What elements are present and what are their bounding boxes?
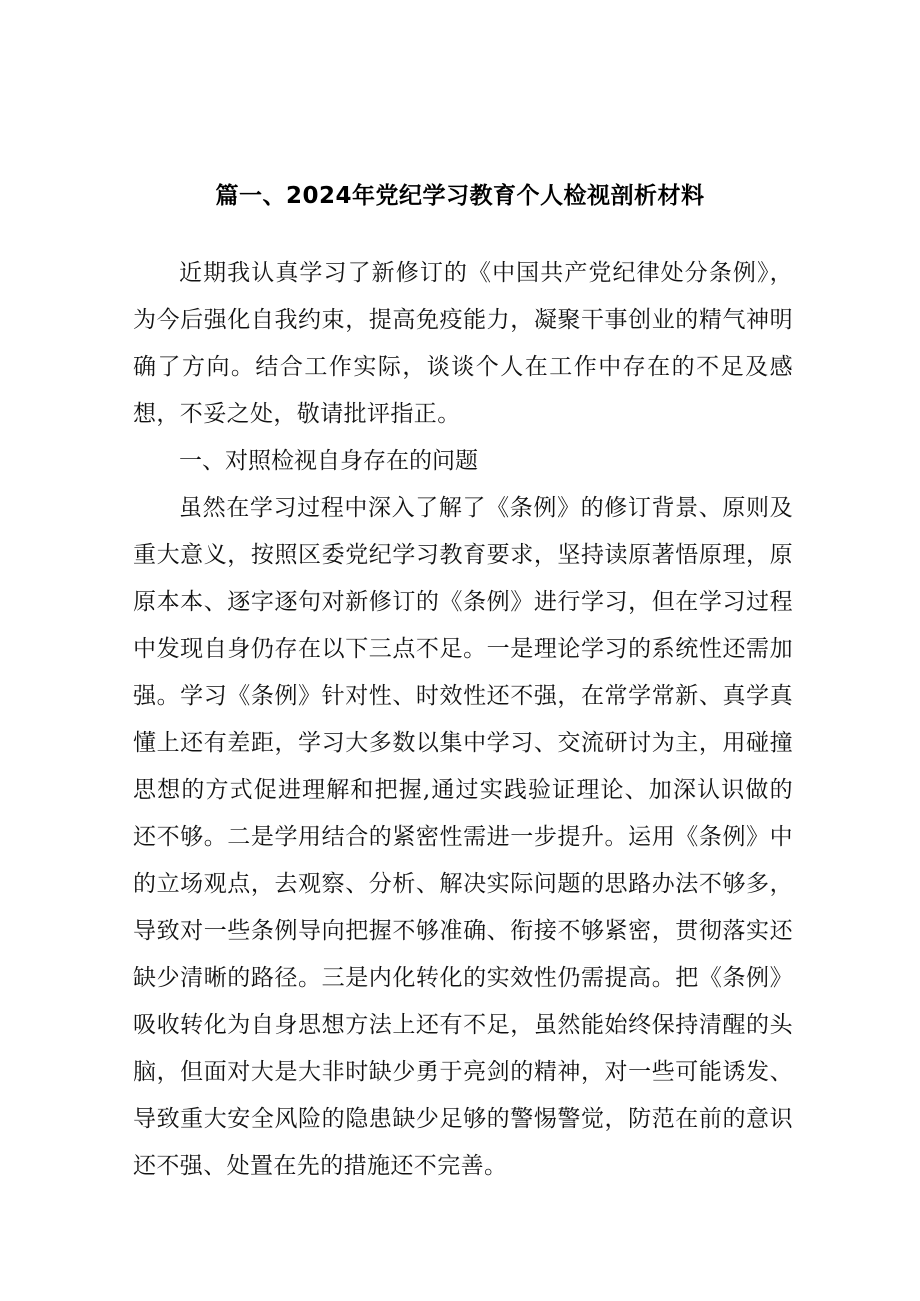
document-title: 篇一、2024年党纪学习教育个人检视剖析材料 [215,183,705,209]
intro-paragraph: 近期我认真学习了新修订的《中国共产党纪律处分条例》，为今后强化自我约束，提高免疫能力，凝聚干事创业的精气神明确了方向。结合工作实际，谈谈个人在工作中存在的不足及感想，不妥之处，敬请批评指正。 [133,260,793,427]
document-body [133,250,793,1190]
section-heading: 一、对照检视自身存在的问题 [179,448,478,474]
section-paragraph: 虽然在学习过程中深入了解了《条例》的修订背景、原则及重大意义，按照区委党纪学习教育要求，坚持读原著悟原理，原原本本、逐字逐句对新修订的《条例》进行学习，但在学习过程中发现自身仍存在以下三点不足。一是理论学习的系统性还需加强。学习《条例》针对性、时效性还不强，在常学常新、真学真懂上还有差距，学习大多数以集中学习、交流研讨为主，用碰撞思想的方式促进理解和把握,通过实践验证理论、加深认识做的还不够。二是学用结合的紧密性需进一步提升。运用《条例》中的立场观点，去观察、分析、解决实际问题的思路办法不够多，导致对一些条例导向把握不够准确、衔接不够紧密，贯彻落实还缺少清晰的路径。三是内化转化的实效性仍需提高。把《条例》吸收转化为自身思想方法上还有不足，虽然能始终保持清醒的头脑，但面对大是大非时缺少勇于亮剑的精神，对一些可能诱发、导致重大安全风险的隐患缺少足够的警惕警觉，防范在前的意识还不强、处置在先的措施还不完善。 [133,495,793,1179]
